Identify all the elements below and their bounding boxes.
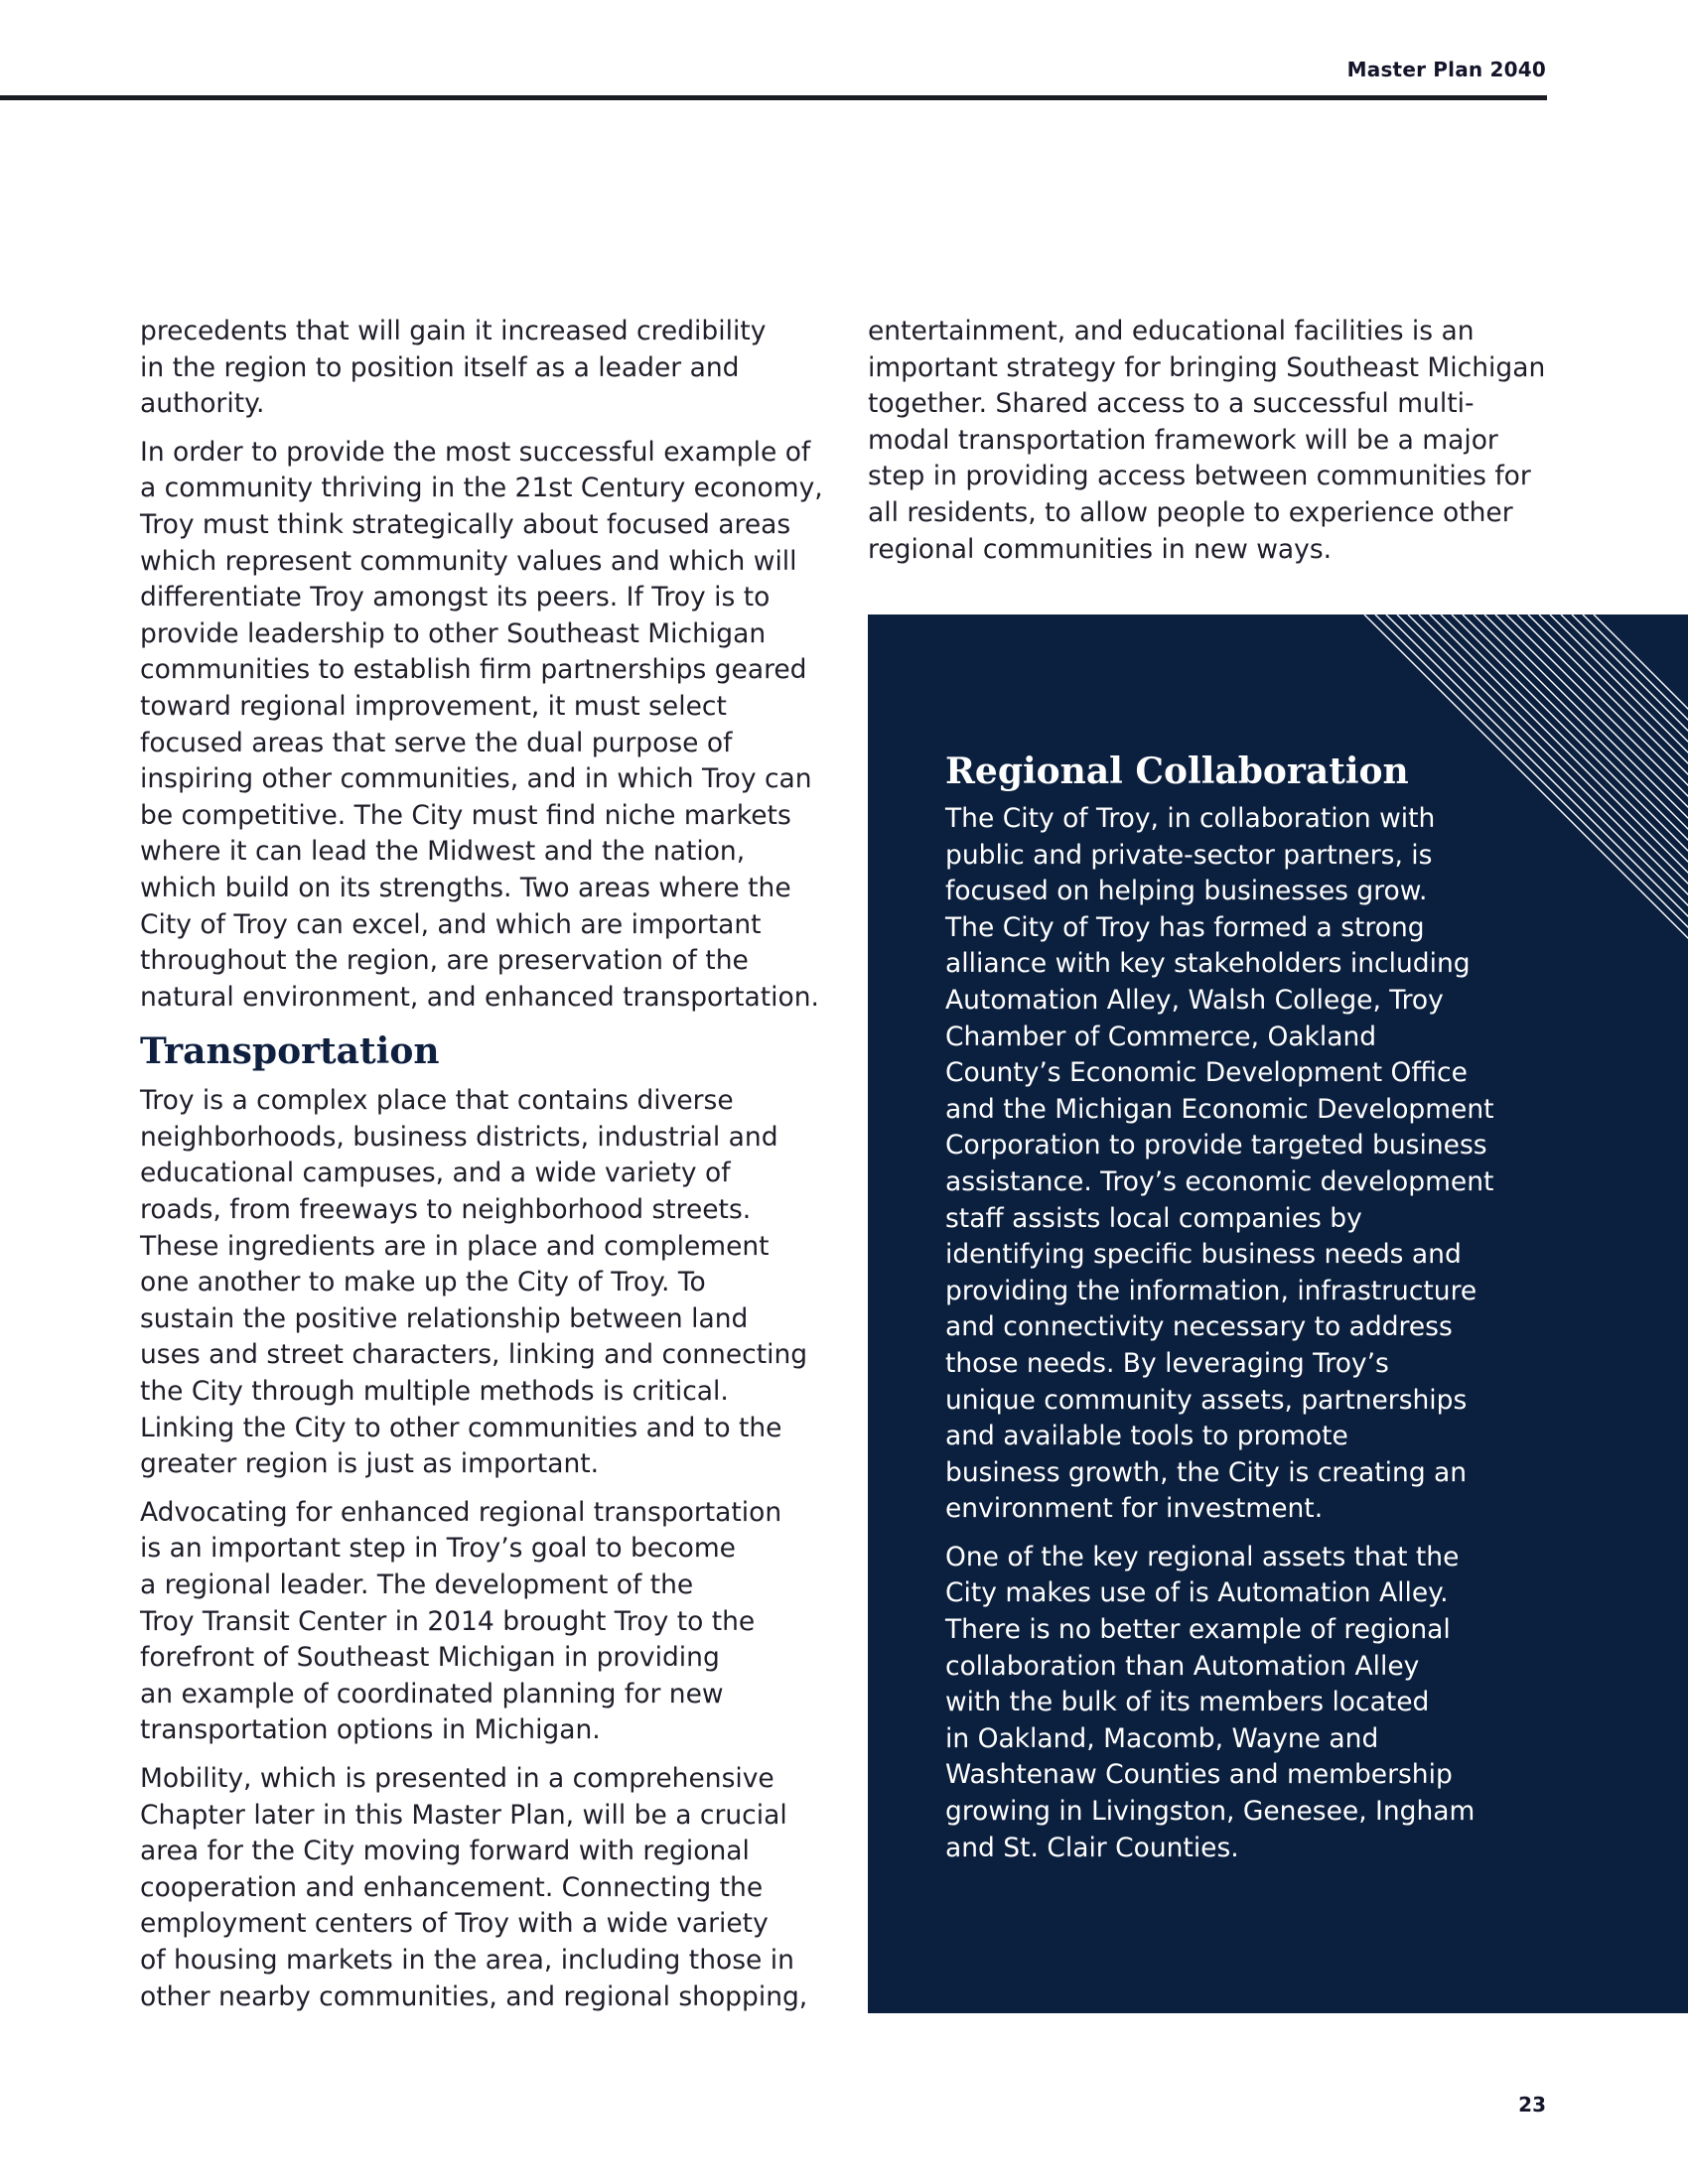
text-line: which represent community values and which will [140, 545, 797, 577]
text-line: In order to provide the most successful example of [140, 436, 811, 468]
text-line: those needs. By leveraging Troy’s [945, 1347, 1389, 1379]
text-line: Chapter later in this Master Plan, will be a crucial [140, 1799, 787, 1831]
text-line: transportation options in Michigan. [140, 1714, 601, 1746]
text-line: Corporation to provide targeted business [945, 1130, 1487, 1161]
text-line: authority. [140, 388, 265, 420]
text-line: area for the City moving forward with regional [140, 1836, 750, 1867]
text-line: an example of coordinated planning for new [140, 1678, 724, 1709]
callout-heading: Regional Collaboration [945, 751, 1409, 792]
text-line: step in providing access between communities for [868, 461, 1531, 492]
text-line: sustain the positive relationship between land [140, 1302, 749, 1334]
text-line: There is no better example of regional [945, 1614, 1451, 1646]
text-line: in the region to position itself as a leader and [140, 351, 740, 383]
text-line: alliance with key stakeholders including [945, 948, 1471, 980]
text-line: Troy is a complex place that contains diverse [140, 1085, 734, 1117]
continuation-paragraph [868, 314, 1563, 568]
text-line: educational campuses, and a wide variety of [140, 1158, 731, 1189]
left-column [140, 314, 835, 2027]
text-line: important strategy for bringing Southeast Michigan [868, 351, 1546, 383]
text-line: The City of Troy, in collaboration with [945, 803, 1436, 834]
text-line: where it can lead the Midwest and the nation, [140, 836, 746, 868]
text-line: Mobility, which is presented in a comprehensive [140, 1762, 774, 1794]
text-line: which build on its strengths. Two areas where the [140, 872, 791, 903]
text-line: Troy Transit Center in 2014 brought Troy to the [140, 1605, 756, 1637]
text-line: Automation Alley, Walsh College, Troy [945, 984, 1444, 1016]
text-line: differentiate Troy amongst its peers. If Troy is to [140, 582, 771, 614]
text-line: staff assists local companies by [945, 1202, 1362, 1234]
callout-body [945, 750, 1581, 1878]
text-line: other nearby communities, and regional shopping, [140, 1980, 808, 2012]
text-line: be competitive. The City must find niche markets [140, 799, 791, 831]
text-line: These ingredients are in place and complement [140, 1230, 770, 1262]
stripe-line [1594, 614, 1688, 1012]
transportation-paragraph-3 [140, 1761, 835, 2015]
text-line: is an important step in Troy’s goal to become [140, 1533, 736, 1565]
text-line: roads, from freeways to neighborhood streets. [140, 1194, 752, 1226]
text-line: focused on helping businesses grow. [945, 876, 1428, 907]
text-line: regional communities in new ways. [868, 533, 1333, 565]
text-line: Troy must think strategically about focused areas [140, 508, 791, 540]
text-line: and the Michigan Economic Development [945, 1093, 1494, 1125]
text-line: County’s Economic Development Office [945, 1057, 1468, 1089]
text-line: Advocating for enhanced regional transportation [140, 1496, 782, 1528]
regional-collaboration-callout [868, 614, 1688, 2013]
text-line: natural environment, and enhanced transportation. [140, 981, 819, 1013]
transportation-paragraph-1 [140, 1083, 835, 1483]
text-line: public and private-sector partners, is [945, 839, 1433, 871]
strategy-paragraph [140, 435, 835, 1017]
text-line: focused areas that serve the dual purpose of [140, 727, 733, 758]
header-rule [0, 95, 1547, 100]
page-header [0, 0, 1688, 109]
text-line: identifying specific business needs and [945, 1239, 1462, 1271]
text-line: cooperation and enhancement. Connecting the [140, 1871, 764, 1903]
text-line: entertainment, and educational facilities is an [868, 316, 1475, 346]
text-line: with the bulk of its members located [945, 1687, 1430, 1718]
text-line: toward regional improvement, it must select [140, 690, 727, 722]
section-heading-transportation: Transportation [140, 1030, 440, 1073]
transportation-paragraph-2 [140, 1495, 835, 1749]
text-line: precedents that will gain it increased credibility [140, 316, 767, 346]
text-line: business growth, the City is creating an [945, 1456, 1468, 1488]
text-line: a community thriving in the 21st Century economy, [140, 473, 823, 504]
text-line: assistance. Troy’s economic development [945, 1165, 1494, 1197]
right-column [868, 314, 1563, 580]
text-line: and connectivity necessary to address [945, 1311, 1453, 1343]
text-line: throughout the region, are preservation of the [140, 945, 749, 977]
callout-paragraph-2 [945, 1540, 1581, 1866]
text-line: employment centers of Troy with a wide variety [140, 1908, 769, 1940]
text-line: provide leadership to other Southeast Michigan [140, 617, 767, 649]
text-line: collaboration than Automation Alley [945, 1650, 1420, 1682]
text-line: the City through multiple methods is critical. [140, 1376, 729, 1408]
page-number: 23 [1518, 2093, 1546, 2116]
text-line: and available tools to promote [945, 1421, 1348, 1452]
text-line: neighborhoods, business districts, industrial and [140, 1121, 778, 1153]
intro-paragraph [140, 314, 835, 423]
text-line: a regional leader. The development of the [140, 1570, 694, 1600]
text-line: Washtenaw Counties and membership [945, 1759, 1453, 1791]
text-line: unique community assets, partnerships [945, 1384, 1468, 1416]
text-line: growing in Livingston, Genesee, Ingham [945, 1796, 1476, 1828]
text-line: and St. Clair Counties. [945, 1832, 1239, 1863]
text-line: greater region is just as important. [140, 1448, 600, 1480]
text-line: uses and street characters, linking and connecting [140, 1339, 808, 1371]
text-line: in Oakland, Macomb, Wayne and [945, 1722, 1379, 1754]
document-title: Master Plan 2040 [1346, 58, 1546, 81]
text-line: Chamber of Commerce, Oakland [945, 1021, 1377, 1052]
text-line: providing the information, infrastructure [945, 1275, 1477, 1306]
text-line: Linking the City to other communities and to the [140, 1412, 782, 1443]
text-line: The City of Troy has formed a strong [945, 911, 1425, 943]
text-line: together. Shared access to a successful multi- [868, 388, 1475, 420]
text-line: one another to make up the City of Troy. To [140, 1267, 706, 1298]
text-line: One of the key regional assets that the [945, 1541, 1460, 1572]
text-line: forefront of Southeast Michigan in providing [140, 1642, 720, 1674]
text-line: communities to establish firm partnerships geared [140, 654, 807, 686]
text-line: City makes use of is Automation Alley. [945, 1577, 1449, 1609]
text-line: City of Troy can excel, and which are important [140, 908, 762, 940]
text-line: modal transportation framework will be a major [868, 424, 1498, 456]
stripe-line [1572, 614, 1688, 1012]
text-line: inspiring other communities, and in which Troy can [140, 763, 812, 795]
text-line: all residents, to allow people to experience other [868, 496, 1513, 528]
text-line: environment for investment. [945, 1493, 1324, 1525]
callout-paragraph-1 [945, 801, 1581, 1528]
text-line: of housing markets in the area, including those in [140, 1944, 794, 1976]
